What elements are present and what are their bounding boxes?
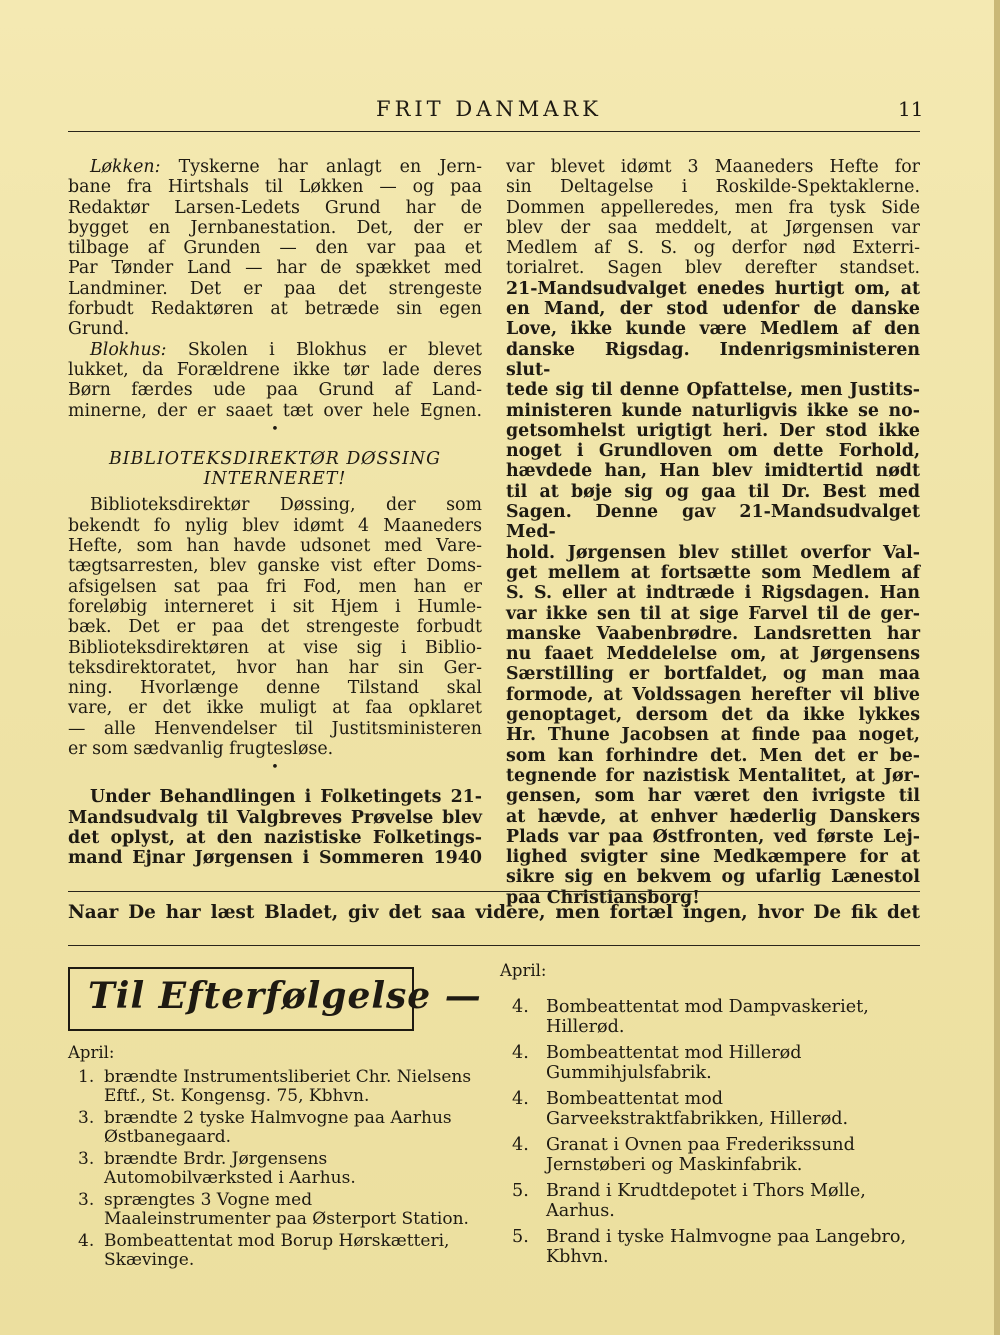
- article-line: Dommen appelleredes, men fra tysk Side: [506, 197, 920, 218]
- left-column: [68, 157, 482, 869]
- pass-on-banner: Naar De har læst Bladet, giv det saa videre, men fortæl ingen, hvor De fik det: [68, 902, 920, 923]
- article-line: en Mand, der stod udenfor de danske: [506, 299, 920, 320]
- list-item: 5. Brand i tyske Halmvogne paa Langebro, Kbhvn.: [512, 1227, 907, 1267]
- dossing-line: Biblioteksdirektør Døssing, der som: [90, 495, 482, 516]
- blokhus-line: minerne, der er saaet tæt over hele Egnen.: [68, 400, 482, 421]
- lokken-line: bane fra Hirtshals til Løkken — og paa: [68, 177, 482, 198]
- right-column: [506, 157, 920, 908]
- page-edge: [994, 0, 1000, 1335]
- left-sabotage-list: [68, 1068, 482, 1273]
- lokken-line: forbudt Redaktøren at betræde sin egen: [68, 299, 482, 320]
- article-line: var ikke sen til at sige Farvel til de ger-: [506, 603, 920, 624]
- banner-top-rule: [68, 891, 920, 892]
- banner-bottom-rule: [68, 945, 920, 946]
- article-line: tegnende for nazistisk Mentalitet, at Jør-: [506, 765, 920, 786]
- article-line: Medlem af S. S. og derfor nød Exterri-: [506, 238, 920, 259]
- list-item: 1. brændte Instrumentsliberiet Chr. Nielsens Eftf., St. Kongensg. 75, Kbhvn.: [78, 1067, 472, 1106]
- list-item: 3. brændte Brdr. Jørgensens Automobilværksted i Aarhus.: [78, 1149, 356, 1188]
- list-item: 5. Brand i Krudtdepotet i Thors Mølle, Aarhus.: [512, 1181, 866, 1221]
- folketing-line: Under Behandlingen i Folketingets 21-: [90, 787, 482, 808]
- article-line: Plads var paa Østfronten, ved første Lej-: [506, 826, 920, 847]
- section-separator: •: [271, 760, 279, 776]
- article-line: som kan forhindre det. Men det er be-: [506, 745, 920, 766]
- follow-up-title-box: [68, 967, 482, 1031]
- article-line: formode, at Voldssagen herefter vil blive: [506, 684, 920, 705]
- lokken-line: Par Tønder Land — har de spækket med: [68, 258, 482, 279]
- dossing-line: Biblioteksdirektøren at vise sig i Biblio-: [68, 637, 482, 658]
- list-item: 4. Bombeattentat mod Garveekstraktfabrikken, Hillerød.: [512, 1089, 849, 1129]
- article-line: paa Christiansborg!: [506, 887, 700, 908]
- dossing-line: teksdirektoratet, hvor han har sin Ger-: [68, 657, 482, 678]
- lokken-line: Grund.: [68, 319, 130, 340]
- dossing-line: bæk. Det er paa det strengeste forbudt: [68, 617, 482, 638]
- article-heading: BIBLIOTEKSDIREKTØR DØSSING INTERNERET!: [108, 448, 442, 490]
- article-line: genoptaget, dersom det da ikke lykkes: [506, 705, 920, 726]
- dossing-line: Hefte, som han havde udsonet med Vare-: [68, 536, 482, 557]
- right-sabotage-list: [506, 997, 920, 1273]
- blokhus-label: Blokhus:: [90, 339, 167, 360]
- masthead-title: FRIT DANMARK: [376, 97, 602, 121]
- article-line: 21-Mandsudvalget enedes hurtigt om, at: [506, 278, 920, 299]
- article-line: gensen, som har været den ivrigste til: [506, 786, 920, 807]
- list-item: 3. brændte 2 tyske Halmvogne paa Aarhus Østbanegaard.: [78, 1108, 452, 1147]
- list-item: 4. Bombeattentat mod Dampvaskeriet, Hillerød.: [512, 997, 869, 1037]
- dossing-line: afsigelsen sat paa fri Fod, men han er: [68, 576, 482, 597]
- blokhus-line: Børn færdes ude paa Grund af Land-: [68, 380, 482, 401]
- dossing-line: bekendt fo nylig blev idømt 4 Maaneders: [68, 515, 482, 536]
- dossing-line: ning. Hvorlænge denne Tilstand skal: [68, 678, 482, 699]
- article-line: danske Rigsdag. Indenrigsministeren slut-: [506, 339, 920, 380]
- blokhus-line: Blokhus: Skolen i Blokhus er blevet: [90, 339, 482, 360]
- dossing-line: vare, er det ikke muligt at faa opklaret: [68, 698, 482, 719]
- lokken-line: Løkken: Tyskerne har anlagt en Jern-: [90, 157, 482, 177]
- dossing-line: foreløbig interneret i sit Hjem i Humle-: [68, 596, 482, 617]
- folketing-line: det oplyst, at den nazistiske Folketings-: [68, 827, 482, 848]
- dossing-line: — alle Henvendelser til Justitsministeren: [68, 718, 482, 739]
- article-line: Hr. Thune Jacobsen at finde paa noget,: [506, 725, 920, 746]
- article-line: Love, ikke kunde være Medlem af den: [506, 319, 920, 340]
- article-line: manske Vaabenbrødre. Landsretten har: [506, 623, 920, 644]
- lokken-line: tilbage af Grunden — den var paa et: [68, 238, 482, 259]
- folketing-line: mand Ejnar Jørgensen i Sommeren 1940: [68, 848, 482, 869]
- article-line: var blevet idømt 3 Maaneders Hefte for: [506, 157, 920, 177]
- article-line: hævdede han, Han blev imidtertid nødt: [506, 461, 920, 482]
- follow-up-title: Til Efterfølgelse —: [88, 975, 482, 1017]
- page-number: 11: [898, 97, 924, 121]
- article-line: tede sig til denne Opfattelse, men Justits-: [506, 380, 920, 401]
- list-item: 3. sprængtes 3 Vogne med Maaleinstrumenter paa Østerport Station.: [78, 1190, 469, 1229]
- folketing-line: Mandsudvalg til Valgbreves Prøvelse blev: [68, 807, 482, 828]
- article-line: get mellem at fortsætte som Medlem af: [506, 562, 920, 583]
- article-line: getsomhelst urigtigt heri. Der stod ikke: [506, 420, 920, 441]
- lokken-line: Redaktør Larsen-Ledets Grund har de: [68, 197, 482, 218]
- list-item: 4. Bombeattentat mod Hillerød Gummihjulsfabrik.: [512, 1043, 802, 1083]
- article-line: S. S. eller at indtræde i Rigsdagen. Han: [506, 583, 920, 604]
- article-line: Sagen. Denne gav 21-Mandsudvalget Med-: [506, 502, 920, 543]
- lokken-label: Løkken:: [90, 157, 161, 177]
- article-line: lighed svigter sine Medkæmpere for at: [506, 847, 920, 868]
- header-rule: [68, 131, 920, 132]
- list-item: 4. Granat i Ovnen paa Frederikssund Jernstøberi og Maskinfabrik.: [512, 1135, 855, 1175]
- article-line: hold. Jørgensen blev stillet overfor Val-: [506, 542, 920, 563]
- page-header: [0, 97, 1000, 127]
- article-line: Særstilling er bortfaldet, og man maa: [506, 664, 920, 685]
- article-line: blev der saa meddelt, at Jørgensen var: [506, 217, 920, 238]
- article-line: ministeren kunde naturligvis ikke se no-: [506, 400, 920, 421]
- left-month-label: April:: [68, 1043, 115, 1062]
- article-line: til at bøje sig og gaa til Dr. Best med: [506, 481, 920, 502]
- section-separator: •: [271, 421, 279, 437]
- article-line: sikre sig en bekvem og ufarlig Lænestol: [506, 867, 920, 888]
- dossing-line: er som sædvanlig frugtesløse.: [68, 739, 334, 760]
- article-line: torialret. Sagen blev derefter standset.: [506, 258, 920, 279]
- blokhus-line: lukket, da Forældrene ikke tør lade deres: [68, 359, 482, 380]
- article-line: noget i Grundloven om dette Forhold,: [506, 441, 920, 462]
- dossing-line: tægtsarresten, blev ganske vist efter Doms-: [68, 556, 482, 577]
- article-line: nu faaet Meddelelse om, at Jørgensens: [506, 644, 920, 665]
- lokken-line: Landminer. Det er paa det strengeste: [68, 278, 482, 299]
- lokken-line: bygget en Jernbanestation. Det, der er: [68, 217, 482, 238]
- article-line: at hævde, at enhver hæderlig Danskers: [506, 806, 920, 827]
- right-month-label: April:: [500, 961, 547, 980]
- article-line: sin Deltagelse i Roskilde-Spektaklerne.: [506, 177, 920, 198]
- list-item: 4. Bombeattentat mod Borup Hørskætteri, Skævinge.: [78, 1231, 450, 1270]
